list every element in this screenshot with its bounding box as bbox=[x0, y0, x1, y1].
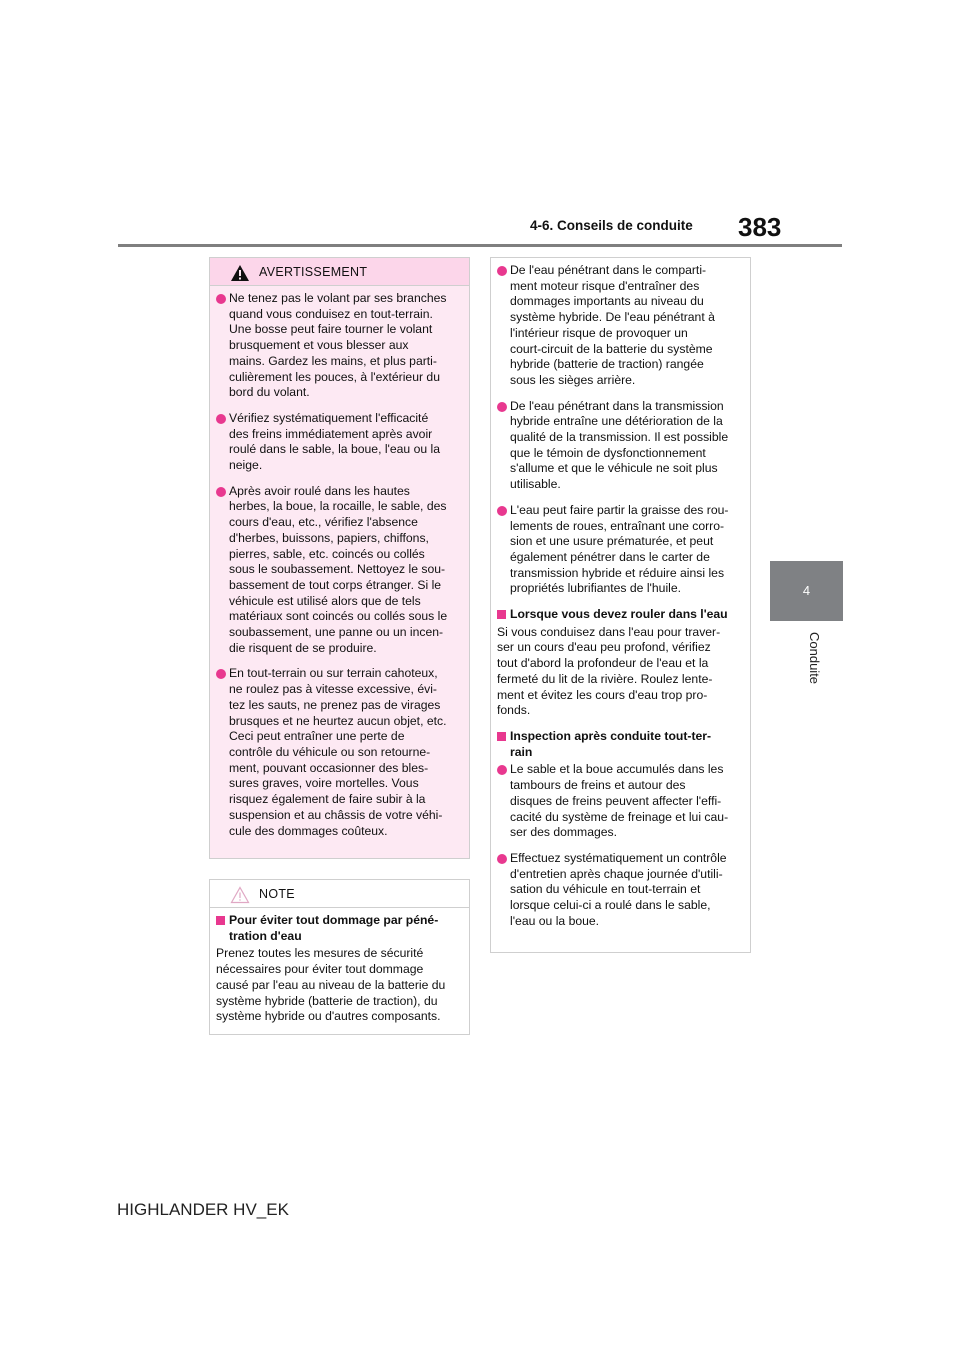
header-divider bbox=[118, 244, 842, 247]
text-line: système hybride ou d'autres composants. bbox=[216, 1009, 441, 1024]
bullet-dot-icon bbox=[216, 294, 226, 304]
square-bullet-icon bbox=[216, 916, 225, 925]
text-line: quand vous conduisez en tout-terrain. bbox=[229, 306, 433, 321]
text-line: causé par l'eau au niveau de la batterie du bbox=[216, 977, 446, 992]
warning-header bbox=[210, 258, 469, 286]
text-line: Effectuez systématiquement un contrôle bbox=[510, 850, 727, 865]
text-line: Ne tenez pas le volant par ses branches bbox=[229, 291, 447, 305]
text-line: Le sable et la boue accumulés dans les bbox=[510, 762, 724, 777]
footer-model: HIGHLANDER HV_EK bbox=[117, 1200, 289, 1219]
text-line: propriétés lubrifiantes de l'huile. bbox=[510, 581, 682, 596]
bullet-item bbox=[216, 411, 461, 474]
text-line: suspension et au châssis de votre véhi- bbox=[229, 807, 443, 822]
text-line: transmission hybride et réduire ainsi les bbox=[510, 565, 725, 580]
text-line: pierres, sable, etc. coincés ou collés bbox=[229, 546, 425, 561]
text-line: cacité du système de freinage et lui cau- bbox=[510, 809, 729, 824]
paragraph bbox=[216, 946, 461, 1025]
bullet-dot-icon bbox=[497, 402, 507, 412]
warning-triangle-icon bbox=[230, 264, 250, 282]
text-line: nécessaires pour éviter tout dommage bbox=[216, 962, 424, 977]
text-line: brusques et ne heurtez aucun objet, etc. bbox=[229, 713, 447, 728]
square-bullet-icon bbox=[497, 610, 506, 619]
text-line: qualité de la transmission. Il est possible bbox=[510, 430, 729, 445]
text-line: utilisable. bbox=[510, 477, 561, 492]
bullet-dot-icon bbox=[497, 266, 507, 276]
text-line: Inspection après conduite tout-ter- bbox=[510, 728, 712, 743]
text-line: hybride entraîne une détérioration de la bbox=[510, 414, 723, 429]
text-line: cours d'eau, etc., vérifiez l'absence bbox=[229, 515, 418, 530]
text-line: Prenez toutes les mesures de sécurité bbox=[216, 946, 424, 961]
text-line: s'allume et que le véhicule ne soit plus bbox=[510, 461, 718, 476]
text-line: ne roulez pas à vitesse excessive, évi- bbox=[229, 682, 437, 697]
text-line: matériaux sont coincés ou collés sous le bbox=[229, 609, 448, 624]
text-line: ment et évitez les cours d'eau trop pro- bbox=[497, 687, 708, 702]
text-line: système hybride. De l'eau pénétrant à bbox=[510, 310, 715, 325]
right-content bbox=[491, 258, 750, 929]
note-title: NOTE bbox=[259, 887, 295, 901]
text-line: fermeté du lit de la rivière. Roulez lente- bbox=[497, 671, 713, 686]
text-line: De l'eau pénétrant dans le comparti- bbox=[510, 263, 707, 277]
text-line: Une bosse peut faire tourner le volant bbox=[229, 322, 433, 337]
text-line: l'intérieur risque de provoquer un bbox=[510, 325, 688, 340]
text-line: neige. bbox=[229, 458, 263, 473]
text-line: Ceci peut entraîner une perte de bbox=[229, 729, 405, 744]
text-line: rain bbox=[510, 744, 533, 759]
text-line: également pénétrer dans le carter de bbox=[510, 549, 710, 564]
section-heading bbox=[497, 729, 742, 760]
text-line: ser un cours d'eau peu profond, vérifiez bbox=[497, 640, 711, 655]
text-line: Vérifiez systématiquement l'efficacité bbox=[229, 410, 429, 425]
text-line: court-circuit de la batterie du système bbox=[510, 341, 713, 356]
text-line: fonds. bbox=[497, 703, 531, 718]
text-line: bord du volant. bbox=[229, 385, 310, 400]
square-bullet-icon bbox=[497, 732, 506, 741]
chapter-label: Conduite bbox=[807, 632, 822, 685]
bullet-dot-icon bbox=[216, 487, 226, 497]
bullet-dot-icon bbox=[216, 414, 226, 424]
text-line: disques de freins peuvent affecter l'effi- bbox=[510, 793, 722, 808]
text-line: des freins immédiatement après avoir bbox=[229, 426, 433, 441]
chapter-tab[interactable]: 4 bbox=[770, 561, 843, 621]
bullet-item bbox=[497, 851, 742, 930]
section-title: 4-6. Conseils de conduite bbox=[530, 218, 693, 233]
text-line: De l'eau pénétrant dans la transmission bbox=[510, 398, 724, 413]
text-line: Si vous conduisez dans l'eau pour traver- bbox=[497, 624, 721, 639]
bullet-dot-icon bbox=[216, 669, 226, 679]
bullet-item bbox=[216, 291, 461, 401]
text-line: système hybride (batterie de traction), du bbox=[216, 993, 438, 1008]
text-line: soubassement, une panne ou un incen- bbox=[229, 625, 444, 640]
text-line: cule des dommages coûteux. bbox=[229, 823, 388, 838]
text-line: Après avoir roulé dans les hautes bbox=[229, 483, 410, 498]
bullet-item bbox=[497, 263, 742, 389]
text-line: d'entretien après chaque journée d'utili- bbox=[510, 866, 723, 881]
text-line: herbes, la boue, la rocaille, le sable, des bbox=[229, 499, 447, 514]
bullet-item bbox=[497, 503, 742, 597]
text-line: sion et une usure prématurée, et peut bbox=[510, 534, 714, 549]
page-number: 383 bbox=[738, 212, 782, 242]
text-line: véhicule est utilisé alors que de tels bbox=[229, 593, 421, 608]
text-line: ment, pouvant occasionner des bles- bbox=[229, 760, 429, 775]
text-line: roulé dans le sable, la boue, l'eau ou la bbox=[229, 442, 441, 457]
text-line: culièrement les pouces, à l'extérieur du bbox=[229, 369, 440, 384]
warning-title: AVERTISSEMENT bbox=[259, 265, 368, 279]
text-line: bassement de tout corps étranger. Si le bbox=[229, 577, 442, 592]
text-line: tambours de freins et autour des bbox=[510, 778, 686, 793]
note-content bbox=[210, 908, 469, 1025]
text-line: die risquent de se produire. bbox=[229, 640, 377, 655]
text-line: d'herbes, buissons, papiers, chiffons, bbox=[229, 530, 429, 545]
note-box bbox=[209, 879, 470, 1035]
bullet-dot-icon bbox=[497, 506, 507, 516]
text-line: ment moteur risque d'entraîner des bbox=[510, 278, 700, 293]
text-line: Lorsque vous devez rouler dans l'eau bbox=[510, 607, 728, 622]
text-line: hybride (batterie de traction) rangée bbox=[510, 357, 704, 372]
text-line: ser des dommages. bbox=[510, 825, 618, 840]
text-line: sation du véhicule en tout-terrain et bbox=[510, 882, 701, 897]
bullet-item bbox=[216, 484, 461, 657]
bullet-dot-icon bbox=[497, 765, 507, 775]
text-line: que le témoin de dysfonctionnement bbox=[510, 445, 706, 460]
bullet-item bbox=[216, 666, 461, 839]
text-line: l'eau ou la boue. bbox=[510, 913, 600, 928]
caution-triangle-icon bbox=[230, 886, 250, 904]
text-line: tout d'abord la profondeur de l'eau et la bbox=[497, 656, 709, 671]
text-line: brusquement et vous blesser aux bbox=[229, 338, 409, 353]
text-line: dommages importants au niveau du bbox=[510, 294, 704, 309]
text-line: lements de roues, entraînant une corro- bbox=[510, 518, 725, 533]
bullet-item bbox=[497, 399, 742, 493]
paragraph bbox=[497, 625, 742, 719]
bullet-dot-icon bbox=[497, 854, 507, 864]
text-line: sous les sièges arrière. bbox=[510, 372, 636, 387]
warning-content bbox=[210, 286, 469, 839]
warning-box bbox=[209, 257, 470, 859]
note-header bbox=[210, 880, 469, 908]
right-column-box bbox=[490, 257, 751, 953]
text-line: tration d'eau bbox=[229, 928, 302, 943]
text-line: Pour éviter tout dommage par péné- bbox=[229, 913, 439, 927]
section-heading bbox=[216, 913, 461, 944]
text-line: En tout-terrain ou sur terrain cahoteux, bbox=[229, 666, 438, 681]
text-line: tez les sauts, ne prenez pas de virages bbox=[229, 697, 441, 712]
text-line: mains. Gardez les mains, et plus parti- bbox=[229, 353, 437, 368]
text-line: sures graves, voire mortelles. Vous bbox=[229, 776, 419, 791]
bullet-item bbox=[497, 762, 742, 841]
text-line: risquez également de faire subir à la bbox=[229, 792, 426, 807]
text-line: lorsque celui-ci a roulé dans le sable, bbox=[510, 898, 711, 913]
text-line: sous le soubassement. Nettoyez le sou- bbox=[229, 562, 446, 577]
section-heading bbox=[497, 607, 742, 623]
text-line: L'eau peut faire partir la graisse des rou- bbox=[510, 502, 729, 517]
text-line: contrôle du véhicule ou son retourne- bbox=[229, 744, 431, 759]
